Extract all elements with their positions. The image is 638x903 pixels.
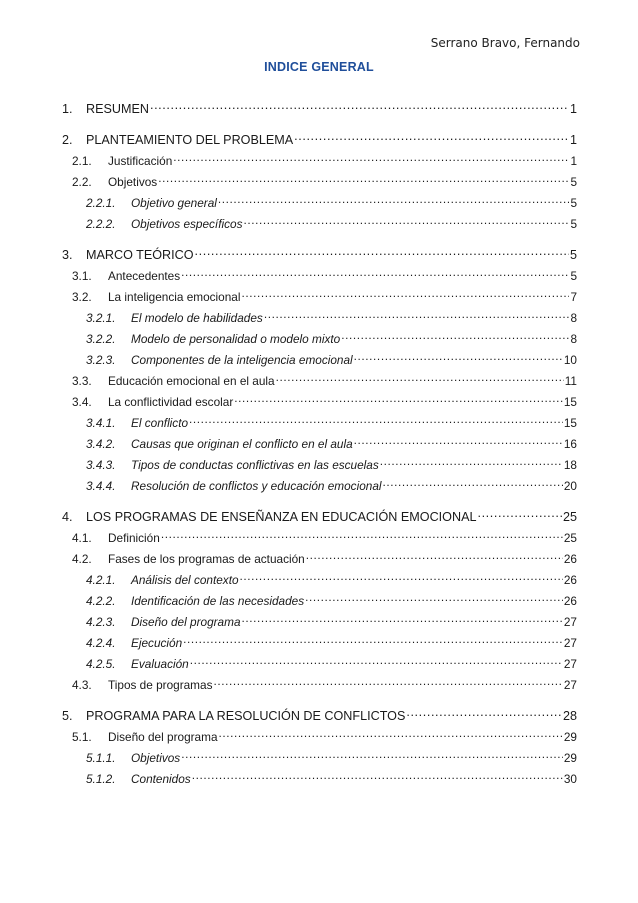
toc-dot-leader: [383, 478, 563, 490]
toc-entry-number: 4.1.: [72, 531, 92, 545]
toc-entry[interactable]: [62, 129, 577, 151]
toc-dot-leader: [234, 394, 563, 406]
toc-entry-number: 3.2.: [72, 290, 92, 304]
toc-entry-title: Justificación: [108, 154, 173, 168]
toc-entry-title: Diseño del programa: [108, 730, 218, 744]
toc-entry-number: 5.1.: [72, 730, 92, 744]
toc-dot-leader: [161, 530, 563, 542]
toc-entry-page: 30: [563, 772, 577, 786]
toc-entry-page: 1: [569, 102, 577, 116]
toc-entry-number: 3.1.: [72, 269, 92, 283]
toc-entry[interactable]: [62, 371, 577, 392]
toc-entry-title: RESUMEN: [86, 102, 149, 116]
toc-entry-number: 4.2.1.: [86, 573, 116, 587]
toc-entry-title: Definición: [108, 531, 160, 545]
toc-entry-number: 3.4.: [72, 395, 92, 409]
toc-entry[interactable]: [62, 570, 577, 591]
toc-entry[interactable]: [62, 151, 577, 172]
toc-entry-page: 15: [563, 416, 577, 430]
toc-entry-page: 20: [563, 479, 577, 493]
toc-entry[interactable]: [62, 476, 577, 497]
toc-entry-title: LOS PROGRAMAS DE ENSEÑANZA EN EDUCACIÓN EMOCIONAL: [86, 510, 477, 524]
toc-dot-leader: [181, 750, 563, 762]
toc-dot-leader: [276, 373, 564, 385]
toc-entry[interactable]: [62, 413, 577, 434]
toc-entry[interactable]: [62, 506, 577, 528]
toc-dot-leader: [243, 216, 569, 228]
toc-entry-title: Objetivo general: [131, 196, 217, 210]
toc-entry[interactable]: [62, 392, 577, 413]
toc-entry-page: 26: [563, 573, 577, 587]
toc-entry-title: Causas que originan el conflicto en el aula: [131, 437, 353, 451]
toc-entry-number: 2.2.2.: [86, 217, 116, 231]
toc-entry-title: La conflictividad escolar: [108, 395, 234, 409]
toc-dot-leader: [294, 131, 569, 144]
toc-entry[interactable]: [62, 591, 577, 612]
toc-dot-leader: [380, 457, 563, 469]
toc-entry-page: 16: [563, 437, 577, 451]
toc-dot-leader: [341, 331, 569, 343]
toc-entry[interactable]: [62, 675, 577, 696]
toc-dot-leader: [305, 593, 563, 605]
toc-entry-page: 25: [562, 510, 577, 524]
toc-dot-leader: [354, 352, 563, 364]
toc-entry-number: 4.2.3.: [86, 615, 116, 629]
toc-entry-title: Diseño del programa: [131, 615, 241, 629]
toc-entry[interactable]: [62, 455, 577, 476]
toc-entry-title: La inteligencia emocional: [108, 290, 241, 304]
toc-entry[interactable]: [62, 528, 577, 549]
toc-entry-title: Contenidos: [131, 772, 191, 786]
toc-entry[interactable]: [62, 612, 577, 633]
toc-entry[interactable]: [62, 705, 577, 727]
toc-entry-title: El modelo de habilidades: [131, 311, 263, 325]
toc-dot-leader: [477, 508, 562, 521]
toc-entry-page: 27: [563, 657, 577, 671]
toc-entry-number: 2.1.: [72, 154, 92, 168]
toc-dot-leader: [195, 246, 569, 259]
toc-entry-number: 3.4.2.: [86, 437, 116, 451]
toc-entry-title: Componentes de la inteligencia emocional: [131, 353, 353, 367]
toc-entry-page: 15: [563, 395, 577, 409]
toc-entry-page: 5: [569, 248, 577, 262]
toc-dot-leader: [150, 100, 569, 113]
toc-entry[interactable]: [62, 287, 577, 308]
toc-dot-leader: [183, 635, 563, 647]
toc-entry-title: Objetivos: [108, 175, 158, 189]
toc-dot-leader: [192, 771, 563, 783]
toc-entry[interactable]: [62, 748, 577, 769]
toc-dot-leader: [264, 310, 570, 322]
toc-entry-title: El conflicto: [131, 416, 189, 430]
toc-entry-title: Ejecución: [131, 636, 183, 650]
toc-entry-title: MARCO TEÓRICO: [86, 248, 194, 262]
toc-entry[interactable]: [62, 350, 577, 371]
toc-entry-page: 28: [562, 709, 577, 723]
toc-entry[interactable]: [62, 549, 577, 570]
toc-entry[interactable]: [62, 193, 577, 214]
toc-entry-page: 10: [563, 353, 577, 367]
toc-entry[interactable]: [62, 266, 577, 287]
toc-entry-page: 8: [570, 332, 577, 346]
toc-entry-page: 5: [570, 175, 577, 189]
toc-entry-page: 1: [569, 133, 577, 147]
page-title: INDICE GENERAL: [264, 60, 374, 74]
toc-entry-number: 3.4.1.: [86, 416, 116, 430]
toc-entry[interactable]: [62, 654, 577, 675]
toc-dot-leader: [240, 572, 563, 584]
toc-entry-number: 3.2.1.: [86, 311, 116, 325]
toc-entry-number: 5.: [62, 709, 73, 723]
toc-entry-number: 4.3.: [72, 678, 92, 692]
toc-entry-number: 4.2.5.: [86, 657, 116, 671]
toc-entry[interactable]: [62, 769, 577, 790]
toc-entry[interactable]: [62, 214, 577, 235]
toc-entry-title: Resolución de conflictos y educación emocional: [131, 479, 382, 493]
toc-entry-title: Modelo de personalidad o modelo mixto: [131, 332, 341, 346]
toc-entry-title: Tipos de programas: [108, 678, 213, 692]
toc-dot-leader: [173, 153, 569, 165]
toc-dot-leader: [181, 268, 569, 280]
toc-entry-page: 5: [570, 269, 577, 283]
toc-entry[interactable]: [62, 244, 577, 266]
toc-dot-leader: [406, 707, 562, 720]
toc-entry-page: 26: [563, 594, 577, 608]
toc-entry-number: 1.: [62, 102, 73, 116]
toc-dot-leader: [218, 195, 570, 207]
toc-entry-title: Objetivos específicos: [131, 217, 243, 231]
toc-entry-page: 5: [570, 217, 577, 231]
toc-entry[interactable]: [62, 633, 577, 654]
toc-entry-number: 3.4.3.: [86, 458, 116, 472]
toc-entry[interactable]: [62, 329, 577, 350]
toc-entry-number: 4.2.4.: [86, 636, 116, 650]
toc-entry-number: 3.2.3.: [86, 353, 116, 367]
toc-entry[interactable]: [62, 308, 577, 329]
toc-entry-number: 3.4.4.: [86, 479, 116, 493]
toc-dot-leader: [158, 174, 569, 186]
toc-entry-title: Educación emocional en el aula: [108, 374, 275, 388]
toc-dot-leader: [213, 677, 562, 689]
toc-entry-page: 18: [563, 458, 577, 472]
toc-dot-leader: [189, 415, 563, 427]
toc-entry-page: 5: [570, 196, 577, 210]
toc-dot-leader: [241, 289, 569, 301]
toc-entry-page: 27: [563, 636, 577, 650]
toc-entry-page: 29: [563, 730, 577, 744]
toc-entry-title: Evaluación: [131, 657, 189, 671]
toc-entry-number: 2.2.: [72, 175, 92, 189]
toc-entry-number: 5.1.2.: [86, 772, 116, 786]
toc-entry-number: 4.2.2.: [86, 594, 116, 608]
toc-entry-page: 1: [570, 154, 577, 168]
toc-entry-title: PROGRAMA PARA LA RESOLUCIÓN DE CONFLICTOS: [86, 709, 406, 723]
toc-entry-title: PLANTEAMIENTO DEL PROBLEMA: [86, 133, 294, 147]
toc-entry-title: Tipos de conductas conflictivas en las escuelas: [131, 458, 379, 472]
toc-entry-number: 3.3.: [72, 374, 92, 388]
toc-entry-title: Análisis del contexto: [131, 573, 239, 587]
toc-entry-page: 27: [563, 615, 577, 629]
toc-entry[interactable]: [62, 727, 577, 748]
toc-entry-page: 25: [563, 531, 577, 545]
toc-entry-number: 3.: [62, 248, 73, 262]
toc-entry-number: 3.2.2.: [86, 332, 116, 346]
toc-entry-title: Antecedentes: [108, 269, 181, 283]
toc-entry[interactable]: [62, 98, 577, 120]
toc-entry-title: Objetivos: [131, 751, 181, 765]
toc-entry-page: 29: [563, 751, 577, 765]
toc-entry-number: 4.2.: [72, 552, 92, 566]
toc-entry[interactable]: [62, 172, 577, 193]
toc-dot-leader: [242, 614, 563, 626]
toc-entry-page: 27: [563, 678, 577, 692]
toc-dot-leader: [190, 656, 563, 668]
toc-entry-page: 11: [564, 374, 577, 388]
toc-entry-title: Identificación de las necesidades: [131, 594, 305, 608]
toc-entry-title: Fases de los programas de actuación: [108, 552, 305, 566]
toc-entry-number: 4.: [62, 510, 73, 524]
author-header: Serrano Bravo, Fernando: [430, 36, 580, 50]
table-of-contents: [62, 98, 577, 790]
toc-entry-number: 2.: [62, 133, 73, 147]
toc-entry-number: 2.2.1.: [86, 196, 116, 210]
toc-entry-number: 5.1.1.: [86, 751, 116, 765]
toc-dot-leader: [219, 729, 563, 741]
toc-entry-page: 8: [570, 311, 577, 325]
toc-dot-leader: [306, 551, 563, 563]
toc-entry-page: 26: [563, 552, 577, 566]
toc-entry[interactable]: [62, 434, 577, 455]
toc-entry-page: 7: [570, 290, 577, 304]
toc-dot-leader: [354, 436, 563, 448]
